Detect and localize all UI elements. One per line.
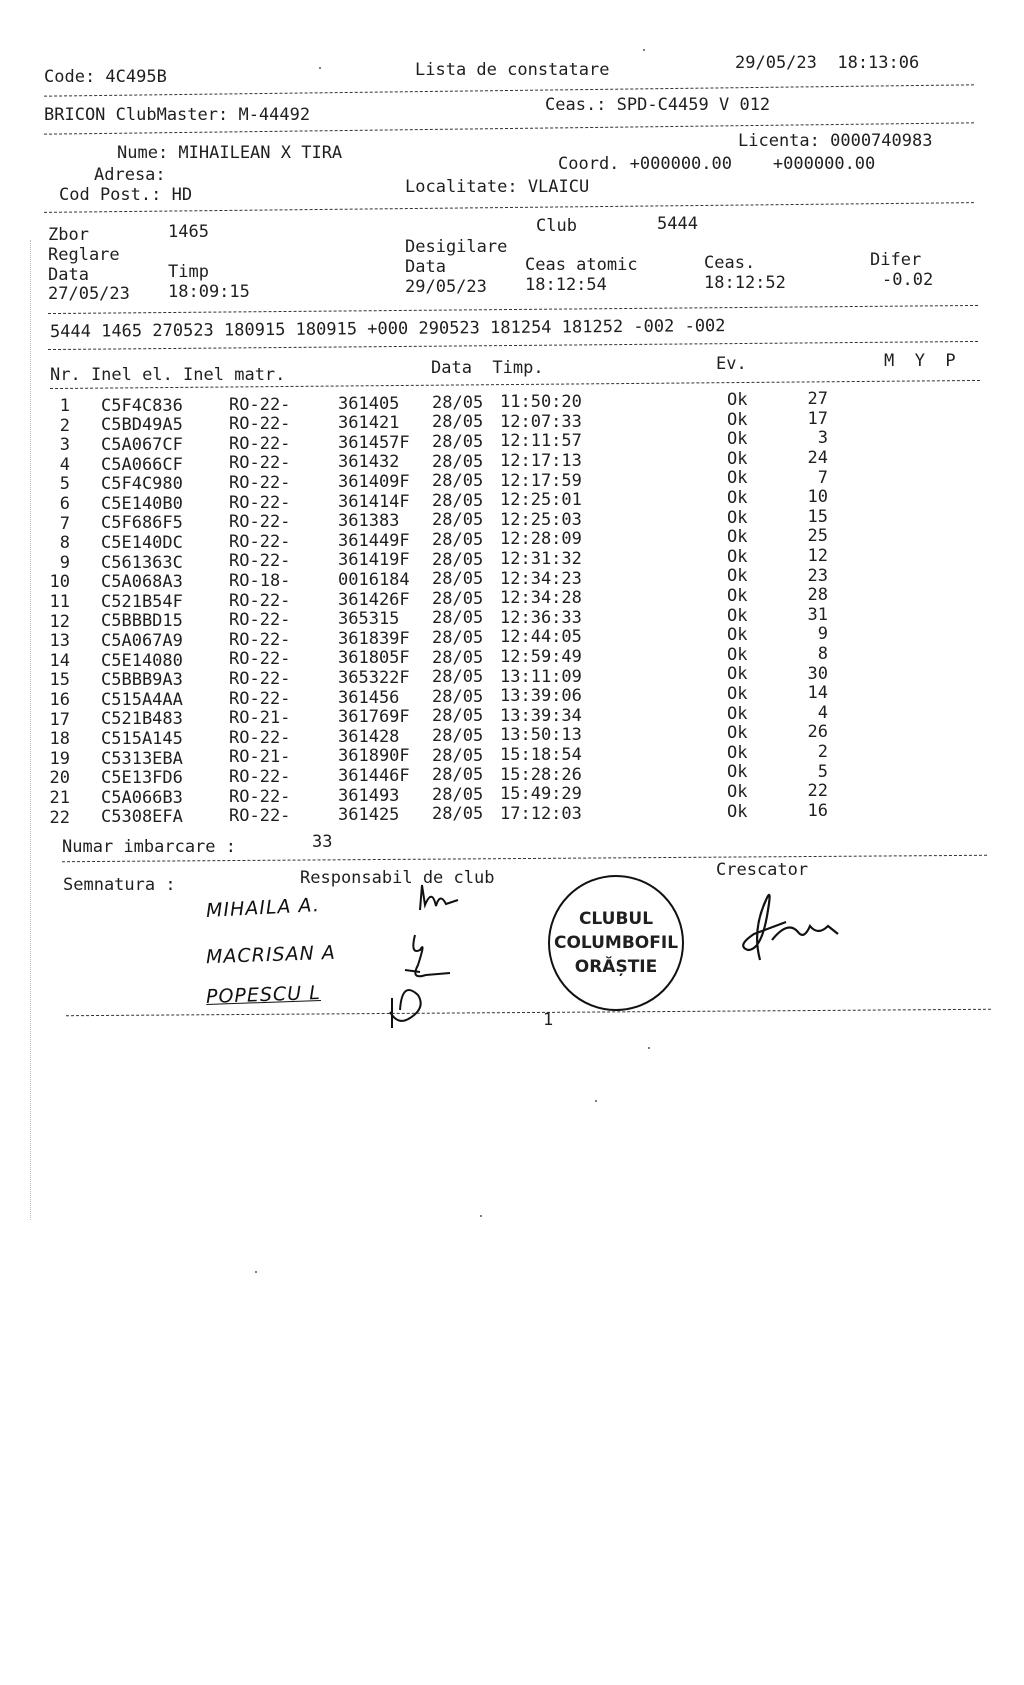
coordinates: Coord. +000000.00 +000000.00 — [558, 154, 876, 174]
scan-speck — [319, 67, 321, 69]
cell-timp: 12:25:03 — [500, 509, 582, 530]
setting-date-label: Data — [48, 265, 89, 285]
cell-rank: 25 — [807, 526, 828, 547]
cell-matr: 361414F — [338, 491, 410, 512]
cell-rank: 3 — [817, 428, 828, 449]
cell-ev: Ok — [727, 782, 748, 803]
cell-timp: 13:39:06 — [500, 686, 582, 707]
cell-timp: 12:07:33 — [500, 411, 582, 432]
cell-data: 28/05 — [432, 412, 484, 433]
cell-rank: 10 — [807, 487, 828, 508]
signature-label: Semnatura : — [63, 875, 176, 895]
cell-ev: Ok — [727, 468, 748, 489]
cell-nr: 14 — [49, 650, 70, 671]
cell-timp: 12:59:49 — [500, 646, 582, 667]
setting-label: Reglare — [48, 245, 120, 265]
cell-ev: Ok — [727, 625, 748, 646]
owner-name: Nume: MIHAILEAN X TIRA — [117, 143, 343, 163]
flight-value: 1465 — [168, 222, 209, 242]
cell-data: 28/05 — [432, 529, 484, 550]
cell-data: 28/05 — [432, 647, 484, 668]
cell-nr: 16 — [49, 690, 70, 710]
cell-rank: 22 — [807, 781, 828, 802]
cell-ev: Ok — [727, 723, 748, 744]
cell-rank: 28 — [807, 585, 828, 606]
cell-data: 28/05 — [432, 745, 484, 766]
cell-nr: 2 — [59, 415, 70, 436]
cell-rank: 5 — [817, 761, 828, 782]
cell-nr: 5 — [59, 474, 70, 495]
cell-inel-el: C5308EFA — [101, 807, 183, 828]
col-header-date-time: Data Timp. — [431, 358, 544, 378]
cell-ev: Ok — [727, 488, 748, 509]
cell-inel-el: C5BBBD15 — [101, 611, 183, 632]
boarding-count-value: 33 — [312, 832, 333, 852]
cell-nr: 6 — [59, 494, 70, 514]
cell-prefix: RO-22- — [229, 492, 291, 513]
cell-nr: 10 — [49, 572, 70, 593]
scan-margin-line — [30, 240, 31, 1220]
cell-prefix: RO-22- — [229, 551, 291, 572]
cell-nr: 20 — [49, 768, 70, 789]
stamp-line: ORĂȘTIE — [574, 957, 658, 977]
cell-data: 28/05 — [432, 392, 484, 413]
cell-nr: 11 — [49, 592, 70, 612]
cell-matr: 361446F — [338, 765, 410, 786]
scan-speck — [643, 49, 645, 51]
cell-inel-el: C515A4AA — [101, 689, 183, 710]
cell-ev: Ok — [727, 703, 748, 724]
cell-inel-el: C5A068A3 — [101, 572, 183, 593]
cell-timp: 13:50:13 — [500, 725, 582, 746]
cell-prefix: RO-22- — [229, 649, 291, 670]
cell-inel-el: C5F4C980 — [101, 474, 183, 495]
clock-id: Ceas.: SPD-C4459 V 012 — [545, 95, 771, 115]
cell-inel-el: C5A067CF — [101, 434, 183, 455]
cell-data: 28/05 — [432, 706, 484, 727]
flight-label: Zbor — [48, 225, 89, 245]
col-header-rings: Nr. Inel el. Inel matr. — [50, 365, 286, 385]
cell-prefix: RO-22- — [229, 668, 291, 689]
cell-inel-el: C5A066CF — [101, 454, 183, 475]
cell-rank: 12 — [807, 545, 828, 566]
cell-timp: 13:11:09 — [500, 666, 582, 687]
owner-address: Adresa: — [94, 165, 166, 185]
cell-inel-el: C5E140DC — [101, 532, 183, 553]
cell-prefix: RO-22- — [229, 472, 291, 493]
handwritten-name: MIHAILA A. — [205, 894, 321, 922]
cell-matr: 361839F — [338, 628, 410, 649]
responsible-signature — [380, 880, 480, 1030]
print-datetime: 29/05/23 18:13:06 — [735, 53, 920, 73]
club-label: Club — [536, 216, 577, 236]
cell-nr: 3 — [59, 435, 70, 456]
cell-prefix: RO-22- — [229, 610, 291, 631]
cell-inel-el: C5A067A9 — [101, 630, 183, 651]
cell-ev: Ok — [727, 409, 748, 430]
cell-ev: Ok — [727, 742, 748, 763]
cell-rank: 27 — [807, 389, 828, 410]
cell-inel-el: C5BD49A5 — [101, 415, 183, 436]
cell-timp: 15:28:26 — [500, 764, 582, 785]
cell-inel-el: C5F686F5 — [101, 513, 183, 534]
cell-prefix: RO-22- — [229, 394, 291, 415]
cell-matr: 0016184 — [338, 569, 410, 590]
cell-prefix: RO-22- — [229, 806, 291, 827]
cell-prefix: RO-22- — [229, 786, 291, 807]
cell-data: 28/05 — [432, 784, 484, 805]
cell-ev: Ok — [727, 507, 748, 528]
scan-speck — [595, 1100, 597, 1102]
cell-prefix: RO-22- — [229, 453, 291, 474]
cell-ev: Ok — [727, 527, 748, 548]
cell-inel-el: C5A066B3 — [101, 787, 183, 808]
cell-timp: 12:34:28 — [500, 588, 582, 609]
cell-prefix: RO-22- — [229, 590, 291, 611]
cell-inel-el: C5BBB9A3 — [101, 670, 183, 691]
cell-prefix: RO-21- — [229, 708, 291, 729]
cell-data: 28/05 — [432, 588, 484, 609]
cell-nr: 15 — [49, 670, 70, 691]
cell-rank: 16 — [807, 800, 828, 821]
cell-timp: 12:31:32 — [500, 548, 582, 569]
boarding-count-label: Numar imbarcare : — [62, 837, 236, 857]
club-responsible-label: Responsabil de club — [300, 868, 495, 888]
cell-inel-el: C515A145 — [101, 728, 183, 749]
cell-timp: 12:25:01 — [500, 490, 582, 511]
cell-prefix: RO-22- — [229, 766, 291, 787]
cell-timp: 12:44:05 — [500, 627, 582, 648]
cell-timp: 12:36:33 — [500, 607, 582, 628]
cell-nr: 19 — [49, 748, 70, 769]
col-header-myp: M Y P — [884, 351, 956, 371]
cell-data: 28/05 — [432, 686, 484, 707]
club-stamp — [548, 875, 684, 1011]
cell-timp: 15:49:29 — [500, 784, 582, 805]
cell-nr: 21 — [49, 788, 70, 808]
cell-data: 28/05 — [432, 549, 484, 570]
locality: Localitate: VLAICU — [405, 177, 590, 197]
cell-matr: 361409F — [338, 471, 410, 492]
cell-matr: 361457F — [338, 432, 410, 453]
cell-matr: 361890F — [338, 746, 410, 767]
cell-matr: 365322F — [338, 667, 410, 688]
summary-code-line: 5444 1465 270523 180915 180915 +000 290523 181254 181252 -002 -002 — [49, 316, 726, 342]
col-header-event: Ev. — [716, 354, 747, 374]
cell-nr: 4 — [59, 454, 70, 475]
cell-inel-el: C5E14080 — [101, 650, 183, 671]
cell-timp: 17:12:03 — [500, 803, 582, 824]
scan-speck — [648, 1047, 650, 1049]
cell-timp: 12:17:13 — [500, 450, 582, 471]
cell-prefix: RO-22- — [229, 512, 291, 533]
scan-speck — [480, 1215, 482, 1217]
cell-ev: Ok — [727, 566, 748, 587]
cell-data: 28/05 — [432, 451, 484, 472]
atomic-clock-label: Ceas atomic — [525, 255, 638, 275]
cell-timp: 15:18:54 — [500, 744, 582, 765]
setting-time-label: Timp — [168, 262, 209, 282]
cell-data: 28/05 — [432, 725, 484, 746]
code-label: Code: 4C495B — [44, 67, 167, 87]
cell-matr: 361383 — [338, 511, 400, 532]
cell-nr: 7 — [59, 513, 70, 534]
divider — [66, 1009, 991, 1016]
cell-rank: 31 — [807, 604, 828, 625]
cell-matr: 361419F — [338, 550, 410, 571]
cell-ev: Ok — [727, 762, 748, 783]
cell-timp: 11:50:20 — [500, 392, 582, 413]
cell-data: 28/05 — [432, 471, 484, 492]
club-value: 5444 — [657, 214, 698, 234]
cell-inel-el: C521B483 — [101, 709, 183, 730]
cell-ev: Ok — [727, 605, 748, 626]
stamp-line: COLUMBOFIL — [553, 933, 679, 953]
cell-timp: 12:17:59 — [500, 470, 582, 491]
cell-timp: 12:28:09 — [500, 529, 582, 550]
cell-data: 28/05 — [432, 569, 484, 590]
cell-rank: 17 — [807, 408, 828, 429]
clock-time: 18:12:52 — [704, 273, 786, 293]
cell-rank: 8 — [817, 643, 828, 664]
cell-rank: 4 — [817, 702, 828, 723]
cell-matr: 361421 — [338, 413, 400, 434]
cell-nr: 13 — [49, 631, 70, 652]
cell-nr: 17 — [49, 709, 70, 730]
cell-matr: 361428 — [338, 726, 400, 747]
cell-prefix: RO-21- — [229, 747, 291, 768]
unsealing-label: Desigilare — [405, 237, 508, 257]
cell-nr: 12 — [49, 611, 70, 632]
cell-matr: 361449F — [338, 530, 410, 551]
license: Licenta: 0000740983 — [738, 131, 933, 151]
difference-label: Difer — [870, 250, 922, 270]
postal-code: Cod Post.: HD — [59, 185, 193, 205]
setting-time: 18:09:15 — [168, 282, 250, 302]
cell-nr: 1 — [59, 396, 70, 416]
cell-matr: 361426F — [338, 589, 410, 610]
cell-rank: 9 — [817, 624, 828, 645]
cell-ev: Ok — [727, 644, 748, 665]
cell-inel-el: C5F4C836 — [101, 395, 183, 416]
cell-data: 28/05 — [432, 510, 484, 531]
cell-inel-el: C5E13FD6 — [101, 768, 183, 789]
divider — [44, 84, 974, 96]
clock-label: Ceas. — [704, 253, 756, 273]
unsealing-date-label: Data — [405, 257, 446, 277]
stamp-line: CLUBUL — [578, 909, 654, 929]
cell-data: 28/05 — [432, 627, 484, 648]
cell-ev: Ok — [727, 684, 748, 705]
cell-rank: 7 — [817, 467, 828, 488]
handwritten-name: POPESCU L — [205, 982, 322, 1008]
cell-ev: Ok — [727, 801, 748, 822]
cell-ev: Ok — [727, 448, 748, 469]
cell-rank: 2 — [817, 741, 828, 762]
difference-value: -0.02 — [882, 270, 934, 290]
cell-matr: 361456 — [338, 687, 400, 708]
divider — [48, 341, 978, 350]
page-number: 1 — [543, 1010, 554, 1030]
cell-prefix: RO-22- — [229, 414, 291, 435]
cell-nr: 22 — [49, 807, 70, 828]
cell-inel-el: C5313EBA — [101, 748, 183, 769]
cell-prefix: RO-18- — [229, 570, 291, 591]
document-title: Lista de constatare — [415, 60, 610, 80]
cell-inel-el: C561363C — [101, 552, 183, 573]
cell-timp: 12:11:57 — [500, 431, 582, 452]
cell-prefix: RO-22- — [229, 688, 291, 709]
cell-prefix: RO-22- — [229, 629, 291, 650]
cell-prefix: RO-22- — [229, 433, 291, 454]
cell-rank: 14 — [807, 683, 828, 704]
cell-matr: 361493 — [338, 785, 400, 806]
setting-date: 27/05/23 — [48, 284, 130, 304]
cell-ev: Ok — [727, 664, 748, 685]
cell-matr: 361425 — [338, 805, 400, 826]
cell-timp: 12:34:23 — [500, 568, 582, 589]
cell-matr: 361432 — [338, 452, 400, 473]
scan-speck — [255, 1271, 257, 1273]
cell-ev: Ok — [727, 390, 748, 411]
cell-ev: Ok — [727, 586, 748, 607]
cell-rank: 23 — [807, 565, 828, 586]
cell-data: 28/05 — [432, 431, 484, 452]
cell-matr: 361405 — [338, 393, 400, 414]
cell-inel-el: C5E140B0 — [101, 493, 183, 514]
clubmaster-id: BRICON ClubMaster: M-44492 — [44, 105, 311, 125]
cell-data: 28/05 — [432, 667, 484, 688]
cell-data: 28/05 — [432, 608, 484, 629]
breeder-label: Crescator — [716, 860, 809, 880]
cell-rank: 15 — [807, 506, 828, 527]
breeder-signature — [728, 880, 858, 970]
unsealing-date: 29/05/23 — [405, 277, 487, 297]
cell-inel-el: C521B54F — [101, 591, 183, 612]
atomic-clock-time: 18:12:54 — [525, 275, 607, 295]
cell-nr: 8 — [59, 533, 70, 554]
cell-rank: 24 — [807, 447, 828, 468]
cell-matr: 361805F — [338, 648, 410, 669]
cell-data: 28/05 — [432, 765, 484, 786]
cell-matr: 365315 — [338, 609, 400, 630]
cell-ev: Ok — [727, 429, 748, 450]
cell-nr: 18 — [49, 729, 70, 750]
cell-matr: 361769F — [338, 707, 410, 728]
cell-ev: Ok — [727, 546, 748, 567]
cell-rank: 26 — [807, 722, 828, 743]
cell-data: 28/05 — [432, 490, 484, 511]
cell-nr: 9 — [59, 552, 70, 573]
cell-data: 28/05 — [432, 804, 484, 825]
cell-prefix: RO-22- — [229, 727, 291, 748]
cell-rank: 30 — [807, 663, 828, 684]
cell-timp: 13:39:34 — [500, 705, 582, 726]
divider — [48, 305, 978, 314]
handwritten-name: MACRISAN A — [205, 941, 337, 969]
cell-prefix: RO-22- — [229, 531, 291, 552]
